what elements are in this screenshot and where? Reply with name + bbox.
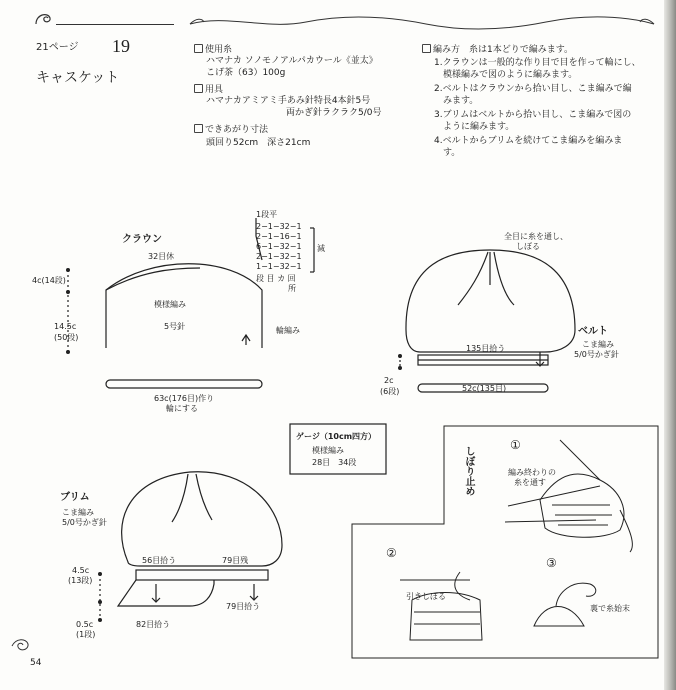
crown-height-top: 4c(14段) (32, 276, 66, 285)
brim-visor (118, 580, 214, 606)
crown-cast-on: 63c(176目)作り (154, 394, 215, 403)
crown-round-knit: 輪編み (276, 326, 300, 335)
closing-step-1-note-1: 編み終わりの (508, 468, 556, 477)
closing-title: しぼり止め (463, 446, 474, 496)
brim-height-1: 4.5c (72, 566, 90, 575)
brim-height-2-rows: (1段) (76, 630, 96, 639)
crown-pattern: 模様編み (154, 300, 186, 309)
crown-decrease-row: 2−1−16−1 (256, 232, 302, 241)
belt-top-note-1: 全目に糸を通し、 (504, 232, 568, 241)
brim-height-2: 0.5c (76, 620, 94, 629)
tools-line-2: 両かぎ針ラクラク5/0号 (286, 108, 382, 118)
crown-decrease-row: 1−1−32−1 (256, 262, 302, 271)
brim-pickup-79: 79目拾う (226, 602, 261, 611)
yarn-label: 使用糸 (194, 44, 232, 56)
brim-hook: 5/0号かぎ針 (62, 518, 107, 527)
closing-step-1-note-2: 糸を通す (514, 478, 546, 487)
brim-rest-79: 79目残 (222, 556, 249, 565)
crown-top-stitches: 32目休 (148, 252, 175, 261)
instruction-line: 模様編みで図のように編みます。 (434, 70, 578, 80)
crown-cast-on-bar (106, 380, 262, 388)
instruction-line: みます。 (434, 96, 479, 106)
page-number: 54 (30, 658, 42, 668)
gauge-pattern: 模様編み (312, 446, 344, 455)
instruction-line: ように編みます。 (434, 122, 515, 132)
crown-decrease-footer-2: 所 (288, 284, 296, 293)
closing-step-2: ② (386, 546, 397, 560)
belt-pickup: 135目拾う (466, 344, 506, 353)
belt-hook: 5/0号かぎ針 (574, 350, 619, 359)
belt-top-note-2: しぼる (516, 242, 540, 251)
page-title: キャスケット (36, 70, 120, 86)
closing-step-1: ① (510, 438, 521, 452)
size-line: 頭回り52cm 深さ21cm (206, 138, 311, 148)
gauge-values: 28目 34段 (312, 458, 357, 467)
crown-decrease-row: 6−1−32−1 (256, 242, 302, 251)
belt-label: ベルト (578, 326, 608, 337)
belt-stitch: こま編み (582, 340, 614, 349)
instruction-line: 1.クラウンは一般的な作り目で目を作って輪にし、 (434, 58, 641, 68)
brim-label: ブリム (60, 492, 90, 503)
crown-label: クラウン (122, 234, 162, 245)
page-reference: 21ページ (36, 42, 79, 53)
crown-decrease-row: 2−1−32−1 (256, 222, 302, 231)
brim-band (136, 570, 268, 580)
pattern-number: 19 (112, 36, 130, 56)
crown-decrease-header: 1段平 (256, 210, 278, 219)
brim-pickup-82: 82目拾う (136, 620, 171, 629)
instruction-line: 3.ブリムはベルトから拾い目し、こま編みで図の (434, 110, 632, 120)
brim-pickup-56: 56目拾う (142, 556, 177, 565)
closing-step-3: ③ (546, 556, 557, 570)
closing-panel (352, 426, 658, 658)
instruction-line: す。 (434, 148, 461, 158)
crown-height-rows: (50段) (54, 333, 79, 342)
gauge-label: ゲージ（10cm四方） (296, 432, 377, 441)
hat-brim-outline (122, 472, 282, 566)
crown-needle: 5号針 (164, 322, 186, 331)
instruction-line: 2.ベルトはクラウンから拾い目し、こま編みで編 (434, 84, 632, 94)
yarn-line-2: こげ茶（63）100g (206, 68, 286, 78)
crown-decrease-label: 減 (317, 244, 325, 253)
instructions-header: 編み方 糸は1本どりで編みます。 (422, 44, 573, 56)
belt-width: 52c(135目) (462, 384, 507, 393)
closing-step-2-note: 引きしぼる (406, 592, 446, 601)
belt-height-rows: (6段) (380, 387, 400, 396)
brim-stitch: こま編み (62, 508, 94, 517)
footer-ornament-icon (10, 636, 32, 656)
tools-line-1: ハマナカアミアミ手あみ針特長4本針5号 (206, 96, 371, 106)
closing-step-3-note: 裏で糸始末 (590, 604, 630, 613)
size-label: できあがり寸法 (194, 124, 268, 136)
belt-height: 2c (384, 376, 394, 385)
crown-join-round: 輪にする (166, 404, 198, 413)
instruction-line: 4.ベルトからブリムを続けてこま編みを編みま (434, 136, 623, 146)
crown-height-main: 14.5c (54, 322, 77, 331)
crown-decrease-footer: 段 目 カ 回 (256, 274, 296, 283)
crown-decrease-row: 2−1−32−1 (256, 252, 302, 261)
yarn-line-1: ハマナカ ソノモノアルパカウール《並太》 (206, 56, 378, 66)
brim-height-1-rows: (13段) (68, 576, 93, 585)
tools-label: 用具 (194, 84, 223, 96)
